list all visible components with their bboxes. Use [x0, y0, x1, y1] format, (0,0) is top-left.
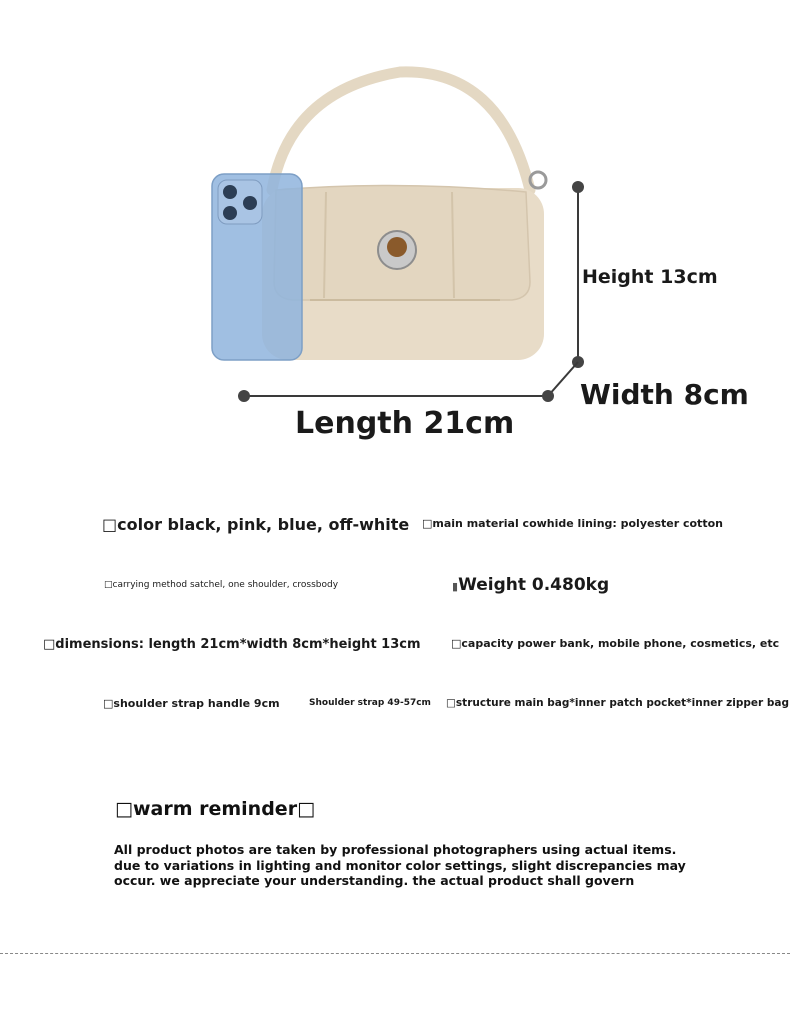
spec-color-text: color black, pink, blue, off-white [117, 515, 410, 534]
spec-structure [446, 697, 789, 709]
spec-dimensions-text: dimensions: length 21cm*width 8cm*height 13cm [55, 637, 421, 652]
height-label: Height 13cm [582, 266, 718, 288]
width-line [548, 362, 578, 396]
bag-handle [272, 72, 530, 190]
length-marker-left [238, 390, 250, 402]
bag-clasp-stone [387, 237, 407, 257]
spec-material [422, 517, 723, 530]
phone-lens [223, 206, 237, 220]
bullet-icon: □ [104, 580, 113, 590]
dashed-divider [0, 953, 790, 954]
spec-strap [309, 698, 431, 708]
spec-weight-text: Weight 0.480kg [458, 575, 610, 595]
spec-structure-text: structure main bag*inner patch pocket*inner zipper bag [455, 697, 789, 709]
spec-carrying [104, 580, 338, 590]
bracket-close-icon: □ [297, 798, 316, 820]
phone-lens [223, 185, 237, 199]
spec-handle [103, 697, 280, 710]
phone-lens [243, 196, 257, 210]
spec-material-text: main material cowhide lining: polyester cotton [432, 517, 723, 530]
reminder-title [115, 798, 315, 820]
spec-carrying-text: carrying method satchel, one shoulder, crossbody [112, 580, 339, 590]
reminder-title-text: warm reminder [132, 798, 298, 820]
spec-weight [452, 575, 609, 595]
spec-handle-text: shoulder strap handle 9cm [113, 697, 280, 710]
bullet-icon: □ [43, 637, 56, 652]
bullet-icon: ▮ [452, 580, 459, 593]
spec-color [102, 515, 409, 534]
spec-dimensions [43, 637, 421, 652]
bullet-icon: □ [446, 697, 456, 709]
reminder-line: All product photos are taken by professional photographers using actual items. [114, 842, 677, 857]
reminder-line: occur. we appreciate your understanding. the actual product shall govern [114, 873, 635, 888]
length-label: Length 21cm [295, 406, 515, 441]
spec-strap-text: Shoulder strap 49-57cm [309, 698, 431, 708]
bracket-open-icon: □ [115, 798, 133, 820]
spec-capacity-text: capacity power bank, mobile phone, cosmetics, etc [461, 637, 780, 650]
length-marker-right [542, 390, 554, 402]
spec-capacity [451, 637, 779, 650]
bullet-icon: □ [451, 637, 462, 650]
bullet-icon: □ [102, 515, 118, 534]
bullet-icon: □ [103, 697, 114, 710]
width-label: Width 8cm [580, 378, 749, 411]
height-marker-top [572, 181, 584, 193]
reminder-line: due to variations in lighting and monitor color settings, slight discrepancies may [114, 857, 686, 873]
reminder-body [114, 842, 714, 889]
bullet-icon: □ [422, 517, 433, 530]
